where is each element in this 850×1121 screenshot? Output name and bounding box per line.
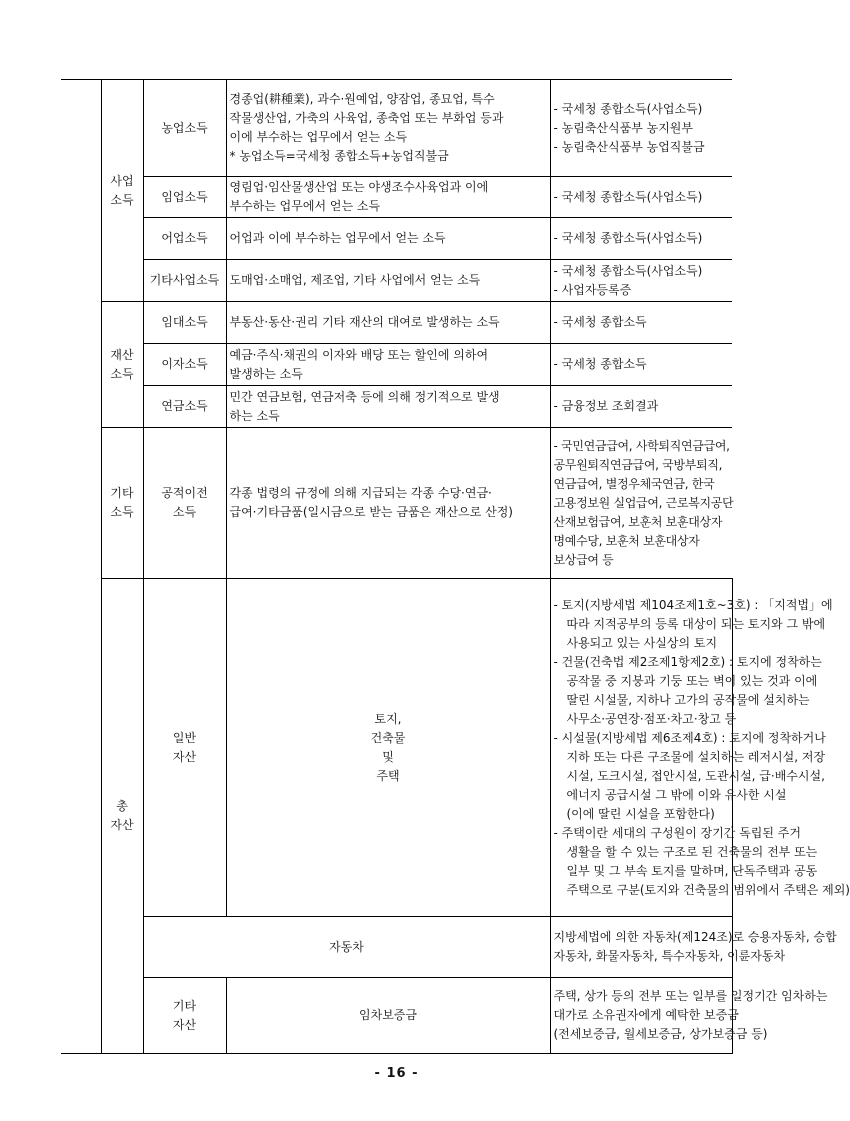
item-name-cell [226, 978, 550, 1054]
source-cell [550, 302, 732, 344]
cell-text-line: 소득 [110, 192, 134, 207]
cell-text-line: - 토지(지방세법 제104조제1호~3호) : 「지적법」에 [553, 597, 833, 612]
cell-text-line: 지하 또는 다른 구조물에 설치하는 레저시설, 저장 [566, 749, 826, 764]
cell-text-line: 소득 [110, 366, 134, 381]
category-cell [143, 978, 226, 1054]
table-row [61, 218, 732, 260]
cell-text-line: 기타사업소득 [149, 273, 220, 287]
cell-text-line: - 국세청 종합소득(사업소득) [553, 189, 703, 204]
cell-text-line: 토지, [374, 711, 402, 726]
cell-text-line: - 국세청 종합소득(사업소득) [553, 231, 703, 245]
cell-text-line: 임업소득 [161, 189, 208, 204]
cell-text-line: 어업소득 [161, 231, 208, 245]
description-cell [226, 260, 550, 302]
table-row [61, 260, 732, 302]
cell-text-line: 어업과 이에 부수하는 업무에서 얻는 소득 [229, 231, 446, 245]
cell-text-line: 자산 [172, 1017, 197, 1032]
cell-text-line: 부수하는 업무에서 얻는 소득 [229, 199, 381, 213]
source-cell [550, 344, 732, 386]
item-name-cell [143, 386, 226, 428]
cell-text-line: - 시설물(지방세법 제6조제4호) : 토지에 정착하거나 [553, 730, 826, 745]
description-cell [226, 302, 550, 344]
empty-group-cell [61, 80, 101, 1054]
item-name-cell [143, 177, 226, 218]
item-name-cell [226, 579, 550, 917]
description-cell [550, 917, 837, 978]
description-cell [226, 177, 550, 218]
category-cell [101, 302, 143, 428]
category-cell [143, 579, 226, 917]
description-cell [226, 428, 550, 579]
table-row [61, 80, 732, 177]
cell-text-line: 생활을 할 수 있는 구조로 된 건축물의 전부 또는 [566, 844, 818, 859]
cell-text-line: 예금·주식·채권의 이자와 배당 또는 할인에 의하여 [229, 347, 489, 362]
table-row [61, 917, 732, 978]
cell-text-line: - 국세청 종합소득 [553, 315, 647, 329]
description-cell [226, 218, 550, 260]
table-row [61, 302, 732, 344]
cell-text-line: 보상급여 등 [553, 552, 614, 567]
cell-text-line: 지방세법에 의한 자동차(제124조)로 승용자동차, 승합 [553, 930, 837, 944]
cell-text-line: 대가로 소유권자에게 예탁한 보증금 [553, 1008, 739, 1022]
item-name-cell [143, 260, 226, 302]
cell-text-line: 건축물 [370, 730, 406, 745]
source-cell [550, 218, 732, 260]
cell-text-line: 주택 [376, 768, 400, 783]
source-cell [550, 428, 732, 579]
cell-text-line: 자동차 [329, 939, 364, 954]
description-cell [550, 978, 828, 1054]
cell-text-line: 에너지 공급시설 그 밖에 이와 유사한 시설 [566, 787, 787, 802]
cell-text-line: - 국세청 종합소득 [553, 357, 647, 371]
cell-text-line: - 국세청 종합소득(사업소득) [553, 263, 703, 278]
cell-text-line: 임차보증금 [359, 1008, 417, 1022]
cell-text-line: 명예수당, 보훈처 보훈대상자 [553, 533, 700, 548]
category-cell [101, 80, 143, 302]
cell-text-line: 주택, 상가 등의 전부 또는 일부를 일정기간 임차하는 [553, 989, 828, 1003]
cell-text-line: 도매업·소매업, 제조업, 기타 사업에서 얻는 소득 [229, 273, 481, 287]
item-name-cell [143, 302, 226, 344]
cell-text-line: - 농림축산식품부 농지원부 [553, 120, 693, 135]
cell-text-line: - 금융정보 조회결과 [553, 399, 659, 413]
cell-text-line: 산재보험급여, 보훈처 보훈대상자 [553, 514, 723, 529]
cell-text-line: (이에 딸린 시설을 포함한다) [566, 806, 715, 821]
cell-text-line: 공작물 중 지붕과 기둥 또는 벽이 있는 것과 이에 [566, 673, 818, 688]
description-cell [226, 344, 550, 386]
cell-text-line: 시설, 도크시설, 접안시설, 도관시설, 급·배수시설, [566, 768, 825, 783]
source-cell [550, 80, 732, 177]
cell-text-line: 작물생산업, 가축의 사육업, 종축업 또는 부화업 등과 [229, 111, 504, 125]
cell-text-line: 및 [382, 749, 394, 764]
income-asset-criteria-table [61, 79, 850, 1054]
cell-text-line: 사무소·공연장·점포·차고·창고 등 [566, 711, 737, 726]
cell-text-line: 소득 [172, 505, 197, 519]
cell-text-line: 이에 부수하는 업무에서 얻는 소득 [229, 130, 408, 144]
cell-text-line: 기타 [110, 486, 134, 500]
cell-text-line: 이자소득 [161, 357, 208, 371]
cell-text-line: 영림업·임산물생산업 또는 야생조수사육업과 이에 [229, 180, 489, 194]
cell-text-line: 공적이전 [161, 486, 208, 500]
table-row [61, 428, 732, 579]
cell-text-line: 각종 법령의 규정에 의해 지급되는 각종 수당·연금· [229, 486, 492, 500]
table-row [61, 579, 732, 917]
cell-text-line: 하는 소득 [229, 408, 280, 423]
cell-text-line: (전세보증금, 월세보증금, 상가보증금 등) [553, 1027, 768, 1041]
page-number: - 16 - [374, 1066, 419, 1081]
item-name-cell [143, 428, 226, 579]
cell-text-line: 기타 [172, 998, 197, 1013]
item-name-cell [143, 917, 550, 978]
cell-text-line: 자산 [172, 749, 197, 764]
cell-text-line: 임대소득 [161, 315, 208, 329]
cell-text-line: 사업 [110, 173, 134, 188]
description-cell [226, 386, 550, 428]
description-cell [226, 80, 550, 177]
source-cell [550, 177, 732, 218]
asset-group-cell [101, 579, 143, 1054]
description-cell [550, 579, 850, 917]
cell-text-line: - 국세청 종합소득(사업소득) [553, 101, 703, 116]
cell-text-line: 부동산·동산·권리 기타 재산의 대여로 발생하는 소득 [229, 315, 500, 329]
cell-text-line: 공무원퇴직연금급여, 국방부퇴직, [553, 457, 723, 472]
cell-text-line: - 국민연금급여, 사학퇴직연금급여, [553, 438, 730, 453]
cell-text-line: 발생하는 소득 [229, 366, 303, 381]
source-cell [550, 260, 732, 302]
cell-text-line: 급여·기타금품(일시금으로 받는 금품은 재산으로 산정) [229, 505, 513, 519]
table-row [61, 978, 732, 1054]
item-name-cell [143, 344, 226, 386]
cell-text-line: - 농림축산식품부 농업직불금 [553, 139, 705, 154]
table-row [61, 344, 732, 386]
cell-text-line: 사용되고 있는 사실상의 토지 [566, 635, 718, 650]
item-name-cell [143, 80, 226, 177]
cell-text-line: 농업소득 [161, 120, 208, 135]
cell-text-line: 경종업(耕種業), 과수·원예업, 양잠업, 종묘업, 특수 [229, 92, 495, 106]
cell-text-line: 일부 및 그 부속 토지를 말하며, 단독주택과 공동 [566, 863, 818, 878]
cell-text-line: 재산 [110, 347, 134, 362]
cell-text-line: 자동차, 화물자동차, 특수자동차, 이륜자동차 [553, 949, 786, 963]
cell-text-line: 일반 [172, 730, 197, 745]
cell-text-line: 고용정보원 실업급여, 근로복지공단 [553, 495, 734, 510]
cell-text-line: 주택으로 구분(토지와 건축물의 범위에서 주택은 제외) [566, 882, 850, 897]
category-cell [101, 428, 143, 579]
cell-text-line: - 사업자등록증 [553, 282, 632, 297]
cell-text-line: 자산 [110, 818, 134, 832]
cell-text-line: * 농업소득=국세청 종합소득+농업직불금 [229, 149, 449, 163]
table-row [61, 386, 732, 428]
item-name-cell [143, 218, 226, 260]
source-cell [550, 386, 732, 428]
cell-text-line: 연금급여, 별정우체국연금, 한국 [553, 476, 715, 491]
table-row [61, 177, 732, 218]
cell-text-line: 총 [116, 799, 128, 813]
cell-text-line: 따라 지적공부의 등록 대상이 되는 토지와 그 밖에 [566, 616, 826, 631]
cell-text-line: 연금소득 [161, 399, 208, 413]
cell-text-line: 딸린 시설물, 지하나 고가의 공작물에 설치하는 [566, 692, 810, 707]
cell-text-line: 민간 연금보험, 연금저축 등에 의해 정기적으로 발생 [229, 389, 500, 404]
cell-text-line: 소득 [110, 505, 134, 519]
cell-text-line: - 건물(건축법 제2조제1항제2호) : 토지에 정착하는 [553, 654, 822, 669]
cell-text-line: - 주택이란 세대의 구성원이 장기간 독립된 주거 [553, 825, 801, 840]
